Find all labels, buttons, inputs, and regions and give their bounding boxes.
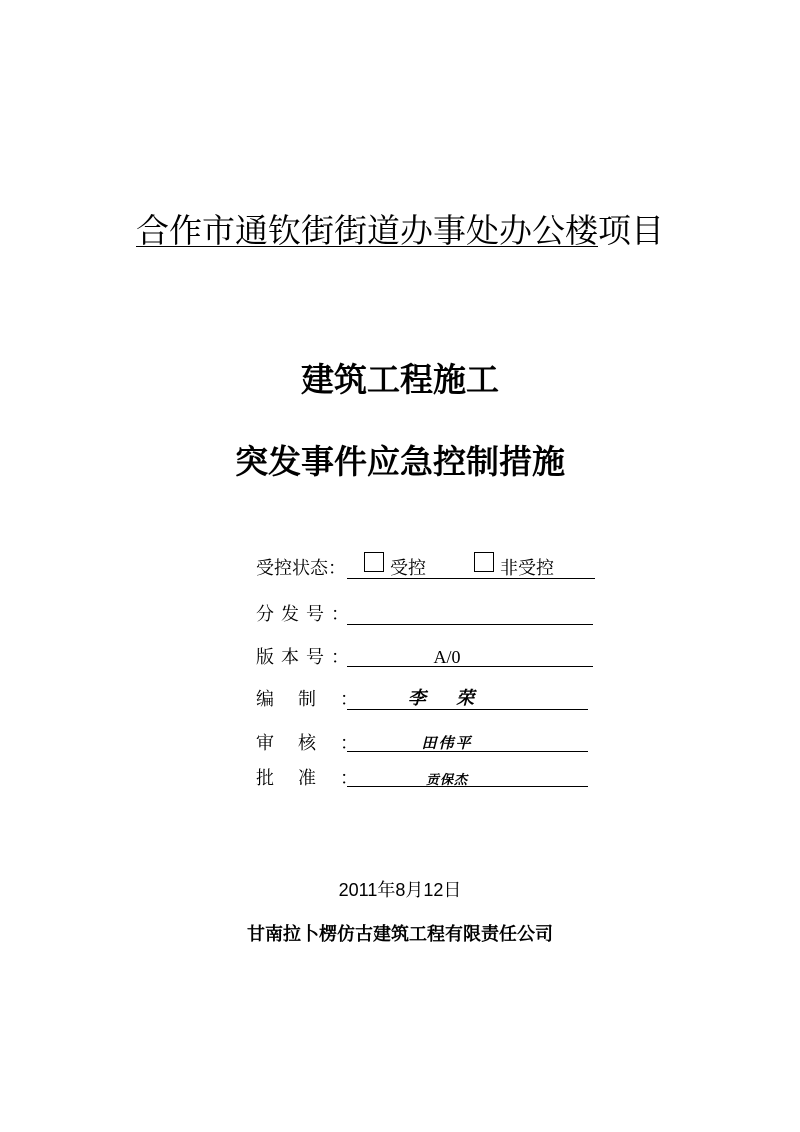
distribution-no-label: 分发号： — [256, 604, 356, 625]
document-title-line1: 建筑工程施工 — [301, 360, 499, 399]
version-no-value: A/0 — [433, 647, 461, 667]
version-no-underline — [347, 666, 593, 667]
document-date: 2011年8月12日 — [338, 880, 462, 900]
project-title — [0, 208, 800, 254]
project-suffix: 项目 — [598, 211, 664, 250]
reviewed-by-label: 审核： — [256, 733, 382, 754]
company-name: 甘南拉卜楞仿古建筑工程有限责任公司 — [247, 924, 553, 945]
project-name: 合作市通钦街街道办事处办公楼 — [136, 211, 598, 250]
compiled-by-label: 编制： — [256, 689, 382, 710]
version-no-label: 版本号： — [256, 647, 356, 668]
compiled-by-underline — [347, 709, 588, 710]
controlled-option-label: 受控 — [390, 558, 426, 579]
compiled-by-value: 李 荣 — [407, 688, 487, 709]
approved-by-underline — [347, 786, 588, 787]
control-status-label: 受控状态： — [256, 558, 346, 579]
approved-by-value: 贡保杰 — [425, 773, 468, 788]
reviewed-by-underline — [347, 751, 588, 752]
uncontrolled-option-label: 非受控 — [500, 558, 554, 579]
control-status-underline — [347, 578, 595, 579]
reviewed-by-value: 田伟平 — [421, 734, 473, 752]
distribution-no-underline — [347, 624, 593, 625]
uncontrolled-checkbox[interactable] — [474, 552, 494, 572]
approved-by-label: 批准： — [256, 768, 382, 789]
controlled-checkbox[interactable] — [364, 552, 384, 572]
document-title-line2: 突发事件应急控制措施 — [235, 442, 565, 481]
